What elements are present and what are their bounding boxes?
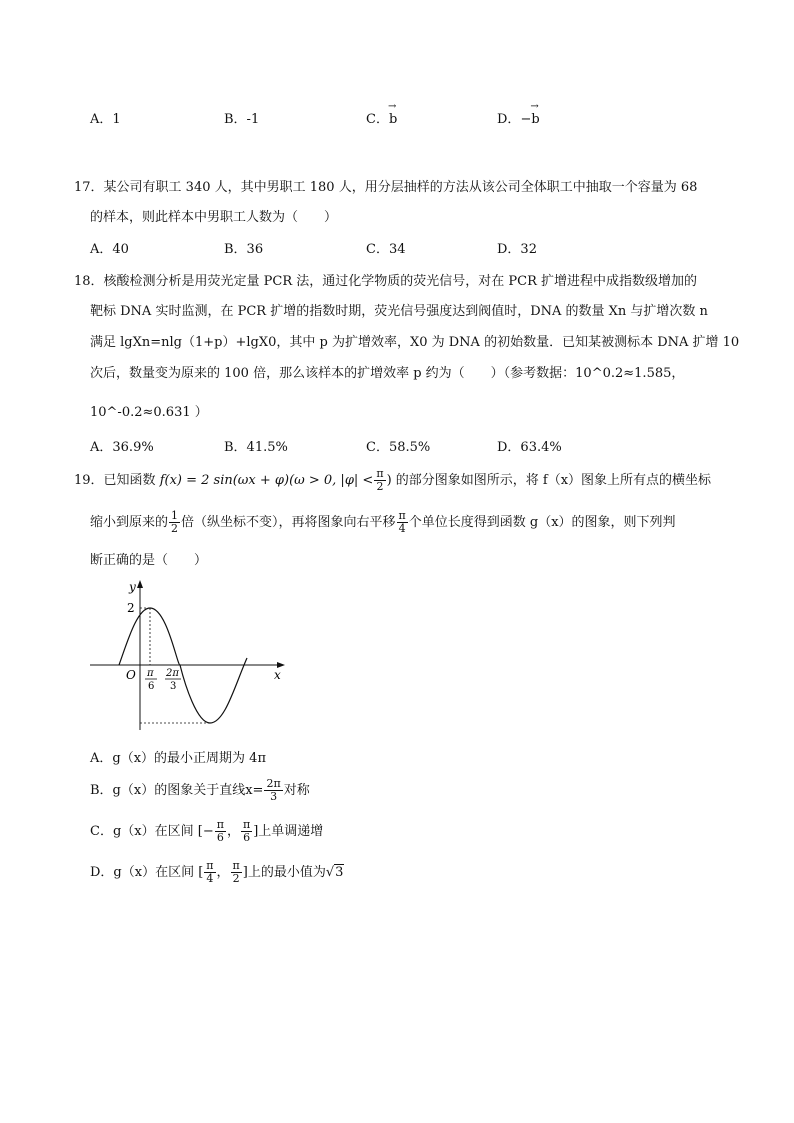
q19-stem-line1: 19．已知函数 f(x) = 2 sin(ωx + φ)(ω > 0, |φ| < $\frac{\pi}{2}$ ) 的部分图象如图所示，将 f（x）图象上所有点的横坐标 (74, 467, 712, 493)
x-tick-pi-6-num: π (147, 668, 154, 679)
q18-option-c: C．58.5% (366, 440, 431, 455)
q17-option-a: A．40 (90, 242, 129, 257)
x-tick-pi-6-den: 6 (148, 681, 155, 692)
y-axis-arrow (137, 580, 143, 588)
x-tick-2pi-3-num: 2π (166, 668, 179, 679)
q17-option-d: D．32 (497, 242, 537, 257)
q18-stem-line4: 次后，数量变为原来的 100 倍，那么该样本的扩增效率 p 约为（ ）（参考数据：10^0.2≈1.585， (90, 366, 685, 381)
q17-option-b: B．36 (224, 242, 264, 257)
q17-stem-line2: 的样本，则此样本中男职工人数为（ ） (90, 210, 338, 225)
x-tick-2pi-3-den: 3 (170, 681, 177, 692)
q18-option-d: D．63.4% (497, 440, 562, 455)
q17-option-c: C．34 (366, 242, 406, 257)
q16-option-b: B．-1 (224, 112, 260, 127)
q19-stem-line2: 缩小到原来的 $\frac{1}{2}$ 倍（纵坐标不变），再将图象向右平移 $\frac{\pi}{4}$ 个单位长度得到函数 g（x）的图象，则下列判 (90, 509, 676, 535)
q19-option-a: A．g（x）的最小正周期为 4π (90, 751, 266, 766)
q19-option-d: D．g（x）在区间 [ $\frac{\pi}{4}$ ， $\frac{\pi}{2}$ ]上的最小值为√3 (90, 859, 344, 885)
q18-stem-line3: 满足 lgXn=nlg（1+p）+lgX0，其中 p 为扩增效率，X0 为 DNA 的初始数量．已知某被测标本 DNA 扩增 10 (90, 335, 740, 350)
q16-option-a: A．1 (90, 112, 121, 127)
q18-option-a: A．36.9% (90, 440, 154, 455)
q18-stem-line1: 18．核酸检测分析是用荧光定量 PCR 法，通过化学物质的荧光信号，对在 PCR 扩增进程中成指数级增加的 (74, 274, 698, 289)
y-tick-2: 2 (127, 601, 135, 615)
origin-label: O (126, 668, 136, 682)
y-axis-label: y (129, 580, 136, 594)
q16-option-c: C． → b (366, 101, 398, 127)
q18-stem-line5: 10^-0.2≈0.631 ） (90, 405, 208, 420)
q19-function-graph (85, 575, 295, 735)
q18-option-b: B．41.5% (224, 440, 288, 455)
q17-stem-line1: 17．某公司有职工 340 人，其中男职工 180 人，用分层抽样的方法从该公司全体职工中抽取一个容量为 68 (74, 180, 698, 195)
q19-stem-line3: 断正确的是（ ） (90, 553, 208, 568)
q18-stem-line2: 靶标 DNA 实时监测，在 PCR 扩增的指数时期，荧光信号强度达到阀值时，DNA 的数量 Xn 与扩增次数 n (90, 304, 708, 319)
q19-option-b: B．g（x）的图象关于直线x= $\frac{2\pi}{3}$ 对称 (90, 777, 310, 803)
q19-option-c: C．g（x）在区间 [− $\frac{\pi}{6}$ ， $\frac{\pi}{6}$ ]上单调递增 (90, 818, 324, 844)
q16-option-d: D．− → b (497, 101, 540, 127)
x-axis-label: x (274, 668, 281, 682)
